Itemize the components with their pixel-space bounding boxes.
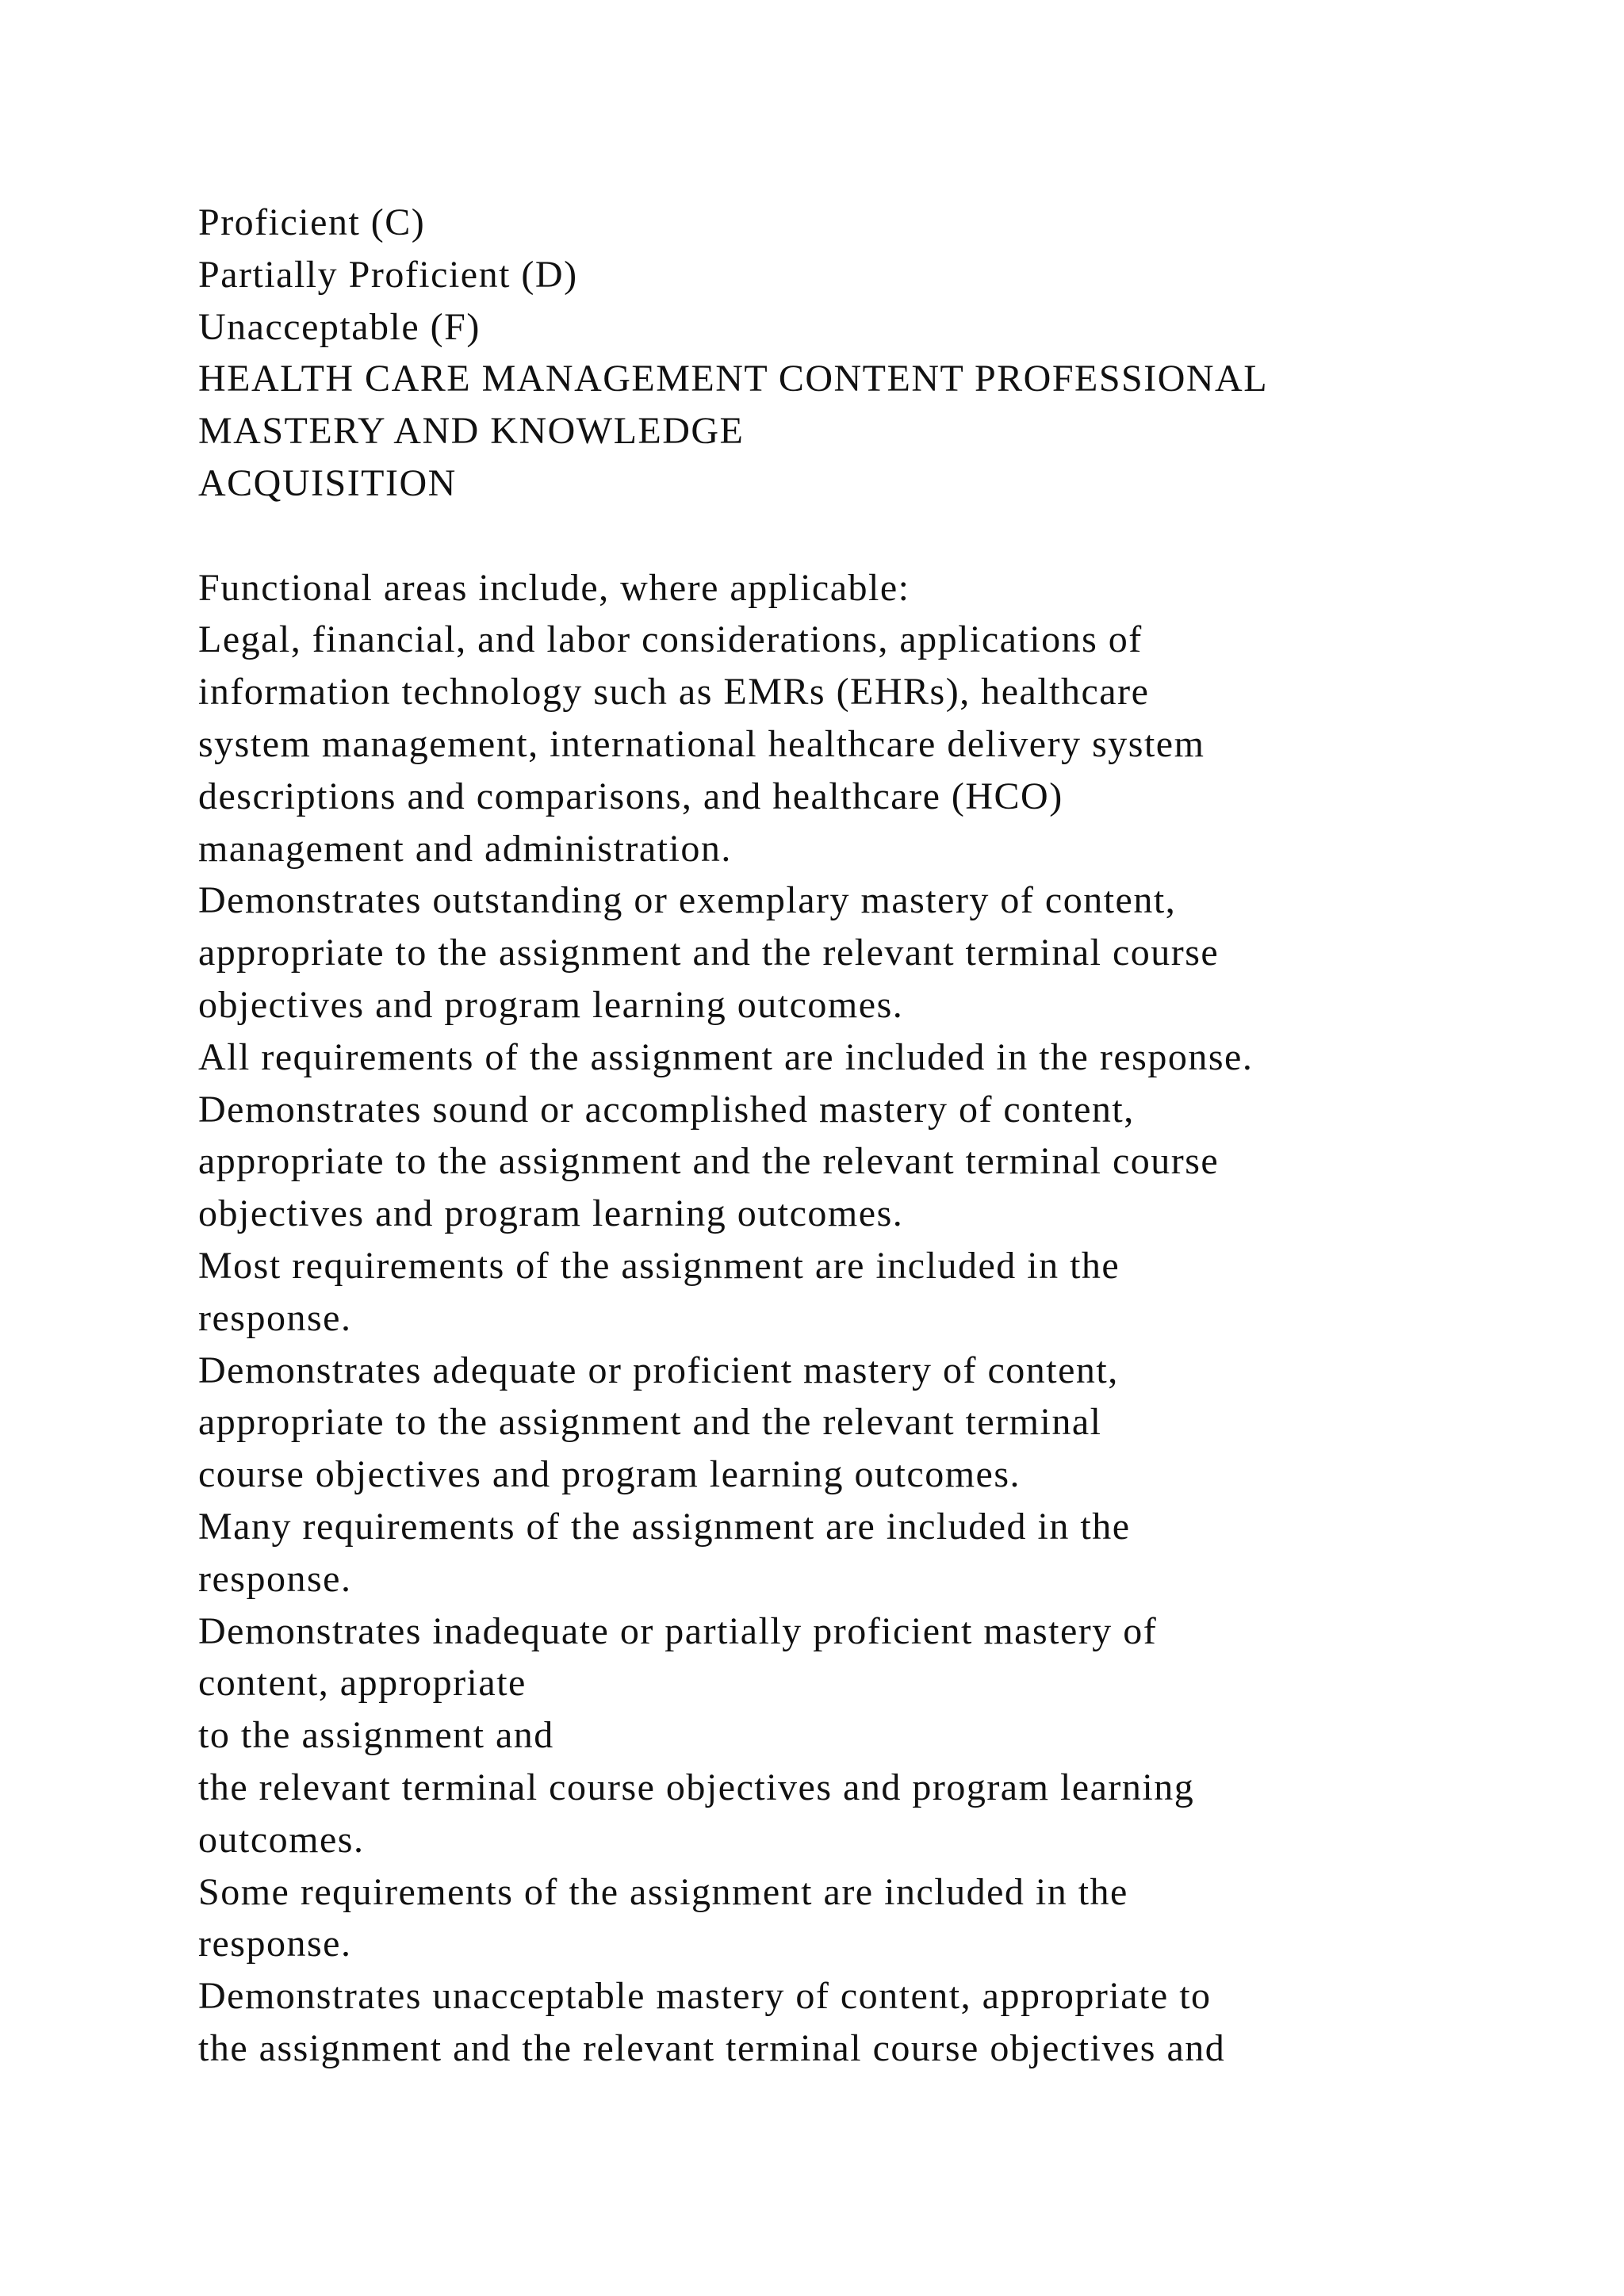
text-line: MASTERY AND KNOWLEDGE [198, 410, 745, 453]
text-line: objectives and program learning outcomes. [198, 1192, 904, 1235]
text-line: Demonstrates unacceptable mastery of content, appropriate to [198, 1975, 1212, 2018]
text-line: Most requirements of the assignment are included in the [198, 1244, 1120, 1287]
text-line: Unacceptable (F) [198, 305, 481, 348]
text-line: outcomes. [198, 1818, 365, 1861]
text-line: HEALTH CARE MANAGEMENT CONTENT PROFESSIONAL [198, 358, 1269, 400]
blank-line [198, 510, 1562, 562]
text-line: content, appropriate [198, 1662, 527, 1705]
text-line: Demonstrates adequate or proficient mastery of content, [198, 1349, 1119, 1391]
text-line: appropriate to the assignment and the relevant terminal course [198, 1140, 1220, 1183]
text-line: course objectives and program learning outcomes. [198, 1453, 1021, 1496]
text-line: Partially Proficient (D) [198, 253, 578, 296]
text-line: appropriate to the assignment and the relevant terminal course [198, 932, 1220, 974]
text-line: the relevant terminal course objectives and program learning [198, 1766, 1195, 1808]
text-line: Many requirements of the assignment are included in the [198, 1505, 1131, 1548]
text-line: objectives and program learning outcomes. [198, 983, 904, 1026]
text-line: Demonstrates inadequate or partially proficient mastery of [198, 1609, 1158, 1652]
text-line: to the assignment and [198, 1714, 554, 1757]
text-line: Demonstrates outstanding or exemplary mastery of content, [198, 879, 1177, 922]
text-line: Legal, financial, and labor considerations, applications of [198, 618, 1143, 661]
text-line: ACQUISITION [198, 461, 457, 504]
text-line: Some requirements of the assignment are included in the [198, 1870, 1128, 1913]
text-line: the assignment and the relevant terminal course objectives and [198, 2026, 1226, 2069]
text-line: appropriate to the assignment and the relevant terminal [198, 1401, 1102, 1444]
text-line: response. [198, 1296, 352, 1339]
text-line: descriptions and comparisons, and healthcare (HCO) [198, 775, 1063, 817]
text-line: All requirements of the assignment are included in the response. [198, 1035, 1254, 1078]
text-line: system management, international healthcare delivery system [198, 722, 1205, 765]
text-line: information technology such as EMRs (EHRs), healthcare [198, 671, 1150, 714]
text-line: Demonstrates sound or accomplished mastery of content, [198, 1088, 1135, 1131]
text-line: management and administration. [198, 827, 732, 870]
text-line: response. [198, 1923, 352, 1965]
text-line: Proficient (C) [198, 201, 426, 243]
document-text [198, 197, 1562, 2075]
text-line: response. [198, 1557, 352, 1600]
text-line: Functional areas include, where applicable: [198, 566, 910, 609]
